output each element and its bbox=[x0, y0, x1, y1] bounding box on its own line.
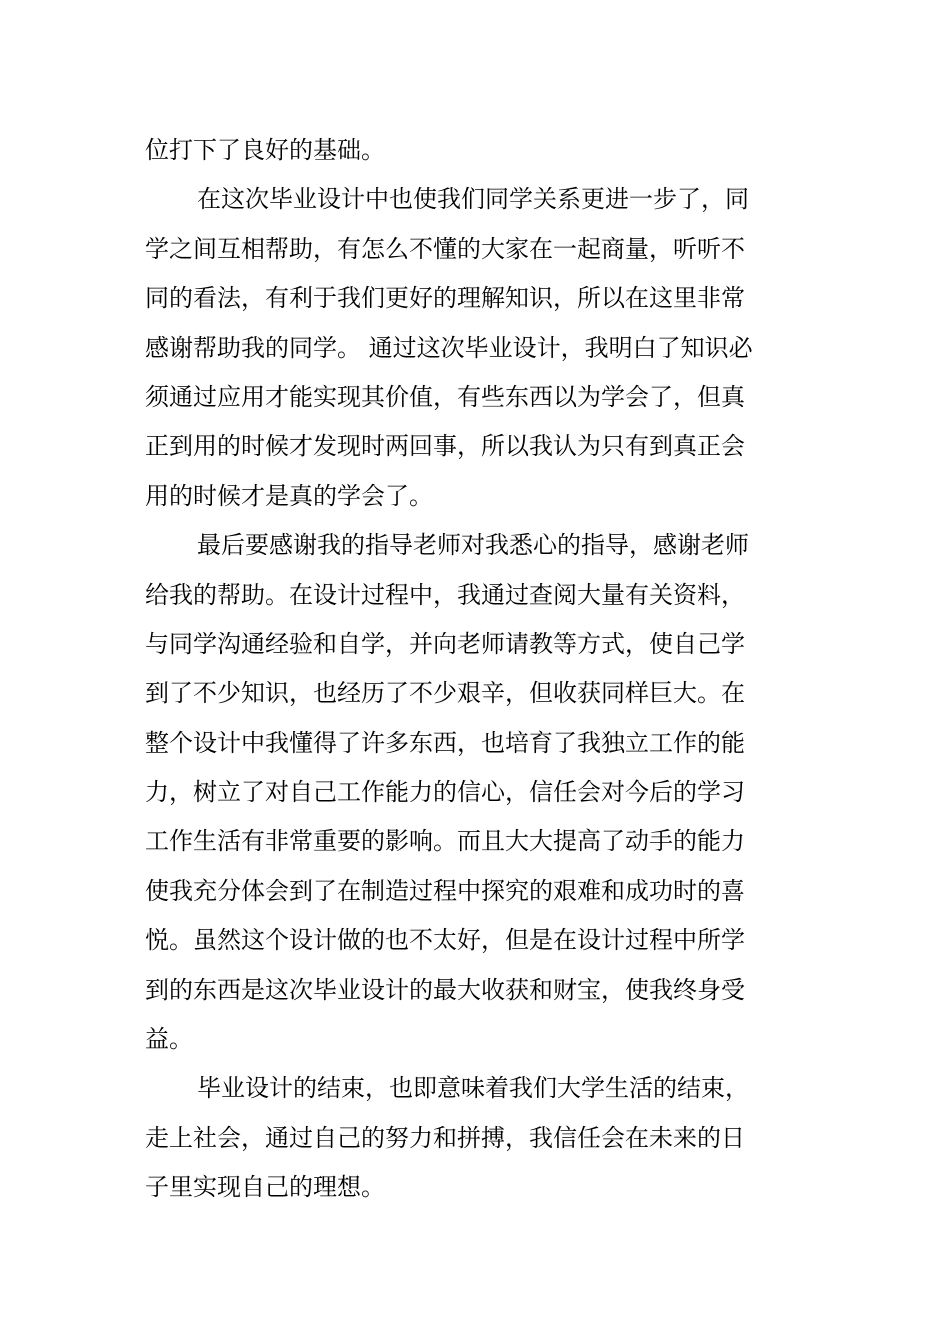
text-line: 须通过应用才能实现其价值，有些东西以为学会了，但真 bbox=[145, 382, 745, 411]
text-line: 工作生活有非常重要的影响。而且大大提高了动手的能力 bbox=[145, 827, 745, 856]
paragraph-first-line: 在这次毕业设计中也使我们同学关系更进一步了，同 bbox=[197, 185, 749, 214]
text-line: 用的时候才是真的学会了。 bbox=[145, 481, 433, 510]
text-line: 力，树立了对自己工作能力的信心，信任会对今后的学习 bbox=[145, 778, 745, 807]
text-line: 正到用的时候才发现时两回事，所以我认为只有到真正会 bbox=[145, 432, 745, 461]
text-line: 到的东西是这次毕业设计的最大收获和财宝，使我终身受 bbox=[145, 975, 745, 1004]
text-line: 益。 bbox=[145, 1025, 193, 1054]
text-line: 与同学沟通经验和自学，并向老师请教等方式，使自己学 bbox=[145, 629, 745, 658]
paragraph-first-line: 最后要感谢我的指导老师对我悉心的指导，感谢老师 bbox=[197, 531, 749, 560]
text-line: 位打下了良好的基础。 bbox=[145, 136, 385, 164]
text-line: 使我充分体会到了在制造过程中探究的艰难和成功时的喜 bbox=[145, 876, 745, 905]
text-line: 同的看法，有利于我们更好的理解知识，所以在这里非常 bbox=[145, 284, 745, 313]
text-line: 给我的帮助。在设计过程中，我通过查阅大量有关资料， bbox=[145, 580, 745, 609]
document-page bbox=[145, 126, 807, 1213]
text-line: 整个设计中我懂得了许多东西，也培育了我独立工作的能 bbox=[145, 728, 745, 757]
text-line: 子里实现自己的理想。 bbox=[145, 1173, 385, 1202]
text-line: 到了不少知识，也经历了不少艰辛，但收获同样巨大。在 bbox=[145, 679, 745, 708]
text-line: 学之间互相帮助，有怎么不懂的大家在一起商量，听听不 bbox=[145, 234, 745, 263]
text-line: 感谢帮助我的同学。 通过这次毕业设计，我明白了知识必 bbox=[145, 333, 753, 362]
text-line: 走上社会，通过自己的努力和拼搏，我信任会在未来的日 bbox=[145, 1123, 745, 1152]
text-line: 悦。虽然这个设计做的也不太好，但是在设计过程中所学 bbox=[145, 926, 745, 955]
paragraph-first-line: 毕业设计的结束，也即意味着我们大学生活的结束， bbox=[197, 1074, 749, 1103]
